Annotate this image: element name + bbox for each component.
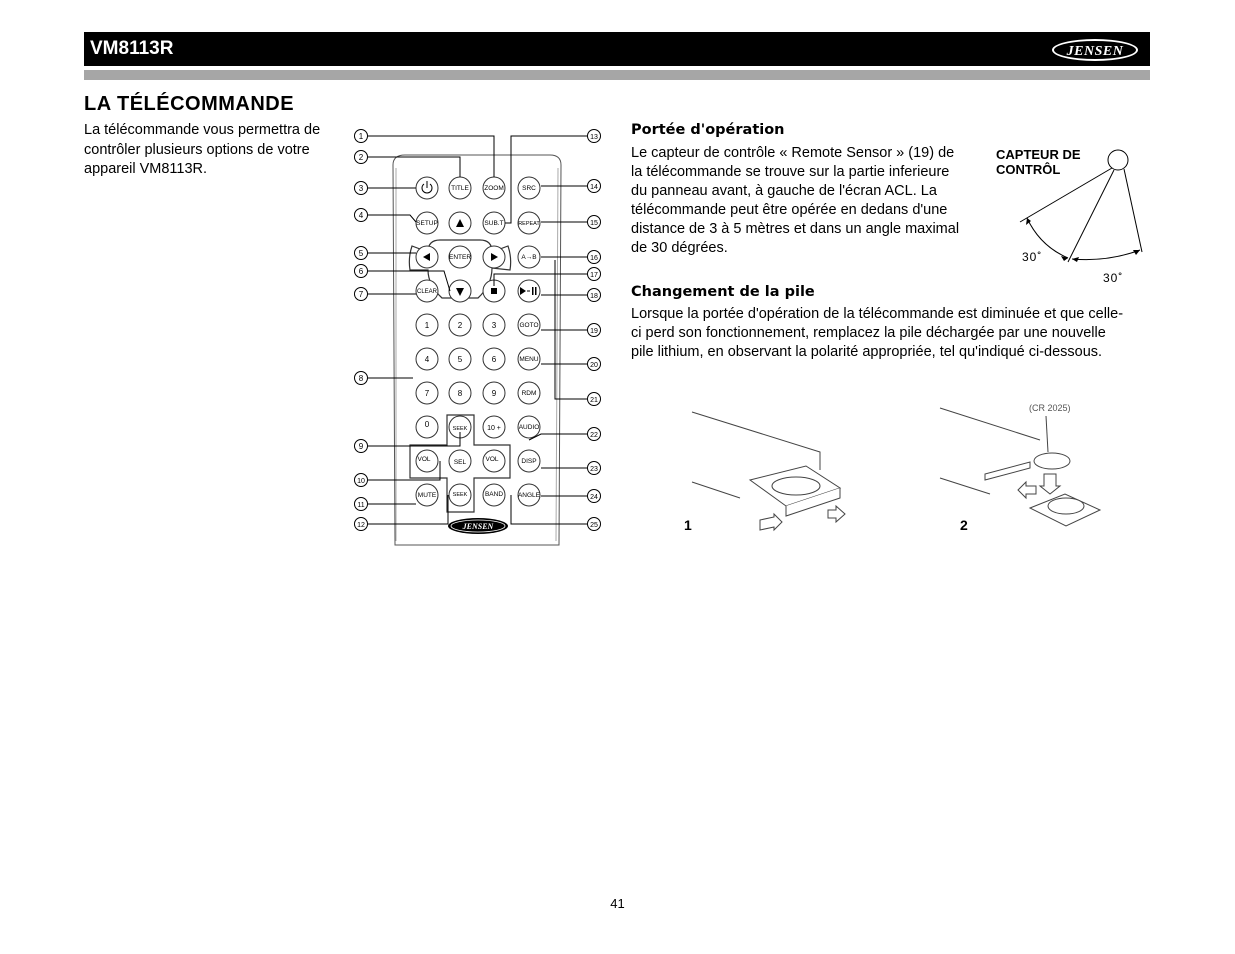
rdm-button[interactable]: RDM	[521, 390, 537, 397]
callout-24: 24	[590, 494, 598, 501]
callout-14: 14	[590, 184, 598, 191]
num-3-button[interactable]: 3	[491, 321, 497, 330]
section-title: LA TÉLÉCOMMANDE	[84, 93, 295, 115]
cr2025-label: (CR 2025)	[1029, 403, 1071, 413]
repeat-button[interactable]: REPEAT	[518, 221, 540, 227]
num-8-button[interactable]: 8	[457, 389, 463, 398]
callout-9: 9	[358, 442, 364, 451]
battery-heading: Changement de la pile	[631, 284, 815, 300]
num-10plus-button[interactable]: 10 +	[487, 425, 501, 432]
src-button[interactable]: SRC	[522, 185, 536, 192]
remote-logo: JENSEN	[462, 522, 494, 531]
callout-22: 22	[590, 432, 598, 439]
num-2-button[interactable]: 2	[457, 321, 463, 330]
model-title: VM8113R	[90, 38, 174, 59]
ab-button[interactable]: A→B	[521, 254, 537, 261]
battery-step1-illustration	[685, 405, 850, 540]
band-button[interactable]: BAND	[484, 491, 504, 498]
clear-button[interactable]: CLEAR	[416, 289, 438, 295]
zoom-button[interactable]: ZOOM	[484, 185, 504, 192]
vol-up-button[interactable]: VOL	[485, 456, 499, 463]
remote-diagram	[350, 128, 610, 553]
gray-divider	[84, 70, 1150, 80]
callout-3: 3	[358, 184, 364, 193]
callout-21: 21	[590, 397, 598, 404]
callout-23: 23	[590, 466, 598, 473]
sensor-label: CAPTEUR DE CONTRÔL	[996, 147, 1081, 177]
angle-button[interactable]: ANGLE	[517, 492, 541, 499]
callout-2: 2	[358, 153, 364, 162]
jensen-logo: JENSEN	[1052, 39, 1138, 61]
num-1-button[interactable]: 1	[424, 321, 430, 330]
callout-5: 5	[358, 249, 364, 258]
seek-down-button[interactable]: SEEK	[452, 492, 468, 498]
callout-10: 10	[357, 478, 365, 485]
callout-13: 13	[590, 134, 598, 141]
vol-down-button[interactable]: VOL	[417, 456, 431, 463]
subt-button[interactable]: SUB.T	[484, 220, 504, 227]
page-number: 41	[610, 896, 625, 911]
operation-text: Le capteur de contrôle « Remote Sensor » (19) de la télécommande se trouve sur la partie inferieure du panneau avant, à gauche de l'écran ACL. La télécommande peut être opérée en dedans d'une distance de 3 à 5 mètres et dans un angle maximal de 30 dégrées.	[631, 145, 960, 256]
setup-button[interactable]: SETUP	[416, 220, 438, 227]
header-bar	[84, 32, 1150, 66]
title-button[interactable]: TITLE	[451, 185, 469, 192]
callout-7: 7	[358, 290, 364, 299]
disp-button[interactable]: DISP	[521, 458, 537, 465]
callout-11: 11	[357, 502, 365, 509]
step-2-label: 2	[960, 517, 968, 533]
callout-18: 18	[590, 293, 598, 300]
callout-17: 17	[590, 272, 598, 279]
callout-1: 1	[358, 132, 364, 141]
seek-up-button[interactable]: SEEK	[452, 426, 468, 432]
num-4-button[interactable]: 4	[424, 355, 430, 364]
num-6-button[interactable]: 6	[491, 355, 497, 364]
step-1-label: 1	[684, 517, 692, 533]
operation-heading: Portée d'opération	[631, 122, 785, 138]
intro-text: La télécommande vous permettra de contrôler plusieurs options de votre appareil VM8113R.	[84, 122, 321, 177]
audio-button[interactable]: AUDIO	[518, 424, 540, 431]
callout-25: 25	[590, 522, 598, 529]
callout-20: 20	[590, 362, 598, 369]
menu-button[interactable]: MENU	[519, 356, 539, 363]
battery-text: Lorsque la portée d'opération de la télécommande est diminuée et que celle-ci perd son fonctionnement, remplacez la pile déchargée par une nouvelle pile lithium, en observant la polarité appropriée, tel qu'indiqué ci-dessous.	[631, 306, 1124, 360]
angle-right-label: 30˚	[1103, 271, 1124, 285]
num-0-button[interactable]: 0	[424, 420, 430, 429]
goto-button[interactable]: GOTO	[519, 322, 539, 329]
callout-15: 15	[590, 220, 598, 227]
callout-6: 6	[358, 267, 364, 276]
num-9-button[interactable]: 9	[491, 389, 497, 398]
mute-button[interactable]: MUTE	[417, 492, 437, 499]
callout-4: 4	[358, 211, 364, 220]
enter-button[interactable]: ENTER	[448, 254, 472, 261]
num-5-button[interactable]: 5	[457, 355, 463, 364]
sel-button[interactable]: SEL	[453, 459, 467, 466]
callout-19: 19	[590, 328, 598, 335]
num-7-button[interactable]: 7	[424, 389, 430, 398]
angle-left-label: 30˚	[1022, 250, 1043, 264]
callout-16: 16	[590, 255, 598, 262]
callout-8: 8	[358, 374, 364, 383]
callout-12: 12	[357, 522, 365, 529]
